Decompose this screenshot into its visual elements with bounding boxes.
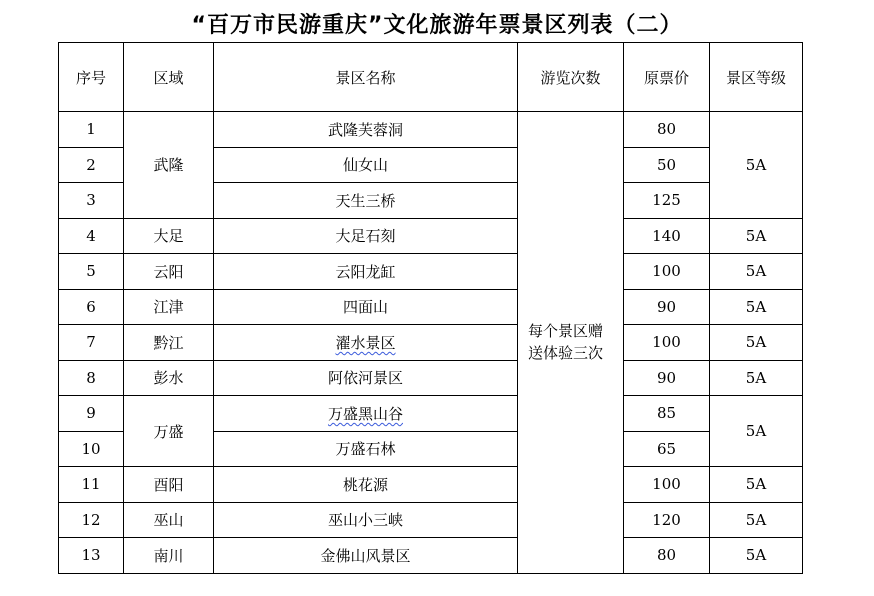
row-price: 100 (624, 254, 710, 290)
row-no: 2 (59, 147, 124, 183)
row-name: 大足石刻 (214, 218, 518, 254)
row-name-cell (214, 396, 518, 432)
row-region: 酉阳 (124, 467, 214, 503)
row-level: 5A (710, 289, 803, 325)
row-level: 5A (710, 396, 803, 467)
row-level: 5A (710, 325, 803, 361)
row-level: 5A (710, 467, 803, 503)
header-no: 序号 (59, 43, 124, 112)
row-level: 5A (710, 502, 803, 538)
row-name: 金佛山风景区 (214, 538, 518, 574)
row-name: 濯水景区 (335, 333, 396, 352)
row-region: 巫山 (124, 502, 214, 538)
row-no: 3 (59, 183, 124, 219)
row-region: 江津 (124, 289, 214, 325)
row-name: 武隆芙蓉洞 (214, 112, 518, 148)
row-name: 万盛石林 (214, 431, 518, 467)
row-price: 85 (624, 396, 710, 432)
table-header-row (59, 43, 803, 112)
row-name: 仙女山 (214, 147, 518, 183)
row-price: 50 (624, 147, 710, 183)
row-no: 11 (59, 467, 124, 503)
row-no: 8 (59, 360, 124, 396)
row-price: 90 (624, 360, 710, 396)
row-region: 万盛 (124, 396, 214, 467)
row-price: 80 (624, 538, 710, 574)
row-level: 5A (710, 218, 803, 254)
row-name: 桃花源 (214, 467, 518, 503)
row-no: 5 (59, 254, 124, 290)
header-name: 景区名称 (214, 43, 518, 112)
row-level: 5A (710, 254, 803, 290)
table-row (59, 112, 803, 148)
header-region: 区域 (124, 43, 214, 112)
row-no: 1 (59, 112, 124, 148)
table-row (59, 538, 803, 574)
row-region: 黔江 (124, 325, 214, 361)
table-row (59, 289, 803, 325)
row-region: 彭水 (124, 360, 214, 396)
row-price: 120 (624, 502, 710, 538)
header-level: 景区等级 (710, 43, 803, 112)
visits-text: 每个景区赠送体验三次 (528, 322, 604, 363)
header-price: 原票价 (624, 43, 710, 112)
table-row (59, 467, 803, 503)
row-region: 南川 (124, 538, 214, 574)
scenic-area-table (58, 42, 803, 574)
row-no: 9 (59, 396, 124, 432)
row-no: 12 (59, 502, 124, 538)
row-name: 万盛黑山谷 (327, 404, 403, 423)
row-region: 武隆 (124, 112, 214, 219)
table-row (59, 218, 803, 254)
table-row (59, 325, 803, 361)
row-level: 5A (710, 360, 803, 396)
header-visits: 游览次数 (518, 43, 624, 112)
row-name-cell (214, 325, 518, 361)
table-row (59, 254, 803, 290)
row-name: 四面山 (214, 289, 518, 325)
row-price: 125 (624, 183, 710, 219)
row-price: 100 (624, 467, 710, 503)
row-region: 大足 (124, 218, 214, 254)
visits-cell (518, 112, 624, 574)
table-row (59, 396, 803, 432)
page-title: “百万市民游重庆”文化旅游年票景区列表（二） (191, 13, 683, 38)
row-price: 140 (624, 218, 710, 254)
row-no: 7 (59, 325, 124, 361)
row-region: 云阳 (124, 254, 214, 290)
row-price: 90 (624, 289, 710, 325)
row-name: 云阳龙缸 (214, 254, 518, 290)
row-name: 巫山小三峡 (214, 502, 518, 538)
row-no: 6 (59, 289, 124, 325)
row-price: 80 (624, 112, 710, 148)
row-name: 阿依河景区 (214, 360, 518, 396)
row-no: 4 (59, 218, 124, 254)
row-level: 5A (710, 112, 803, 219)
table-row (59, 360, 803, 396)
row-no: 13 (59, 538, 124, 574)
table-row (59, 502, 803, 538)
row-price: 100 (624, 325, 710, 361)
row-level: 5A (710, 538, 803, 574)
row-price: 65 (624, 431, 710, 467)
row-no: 10 (59, 431, 124, 467)
row-name: 天生三桥 (214, 183, 518, 219)
